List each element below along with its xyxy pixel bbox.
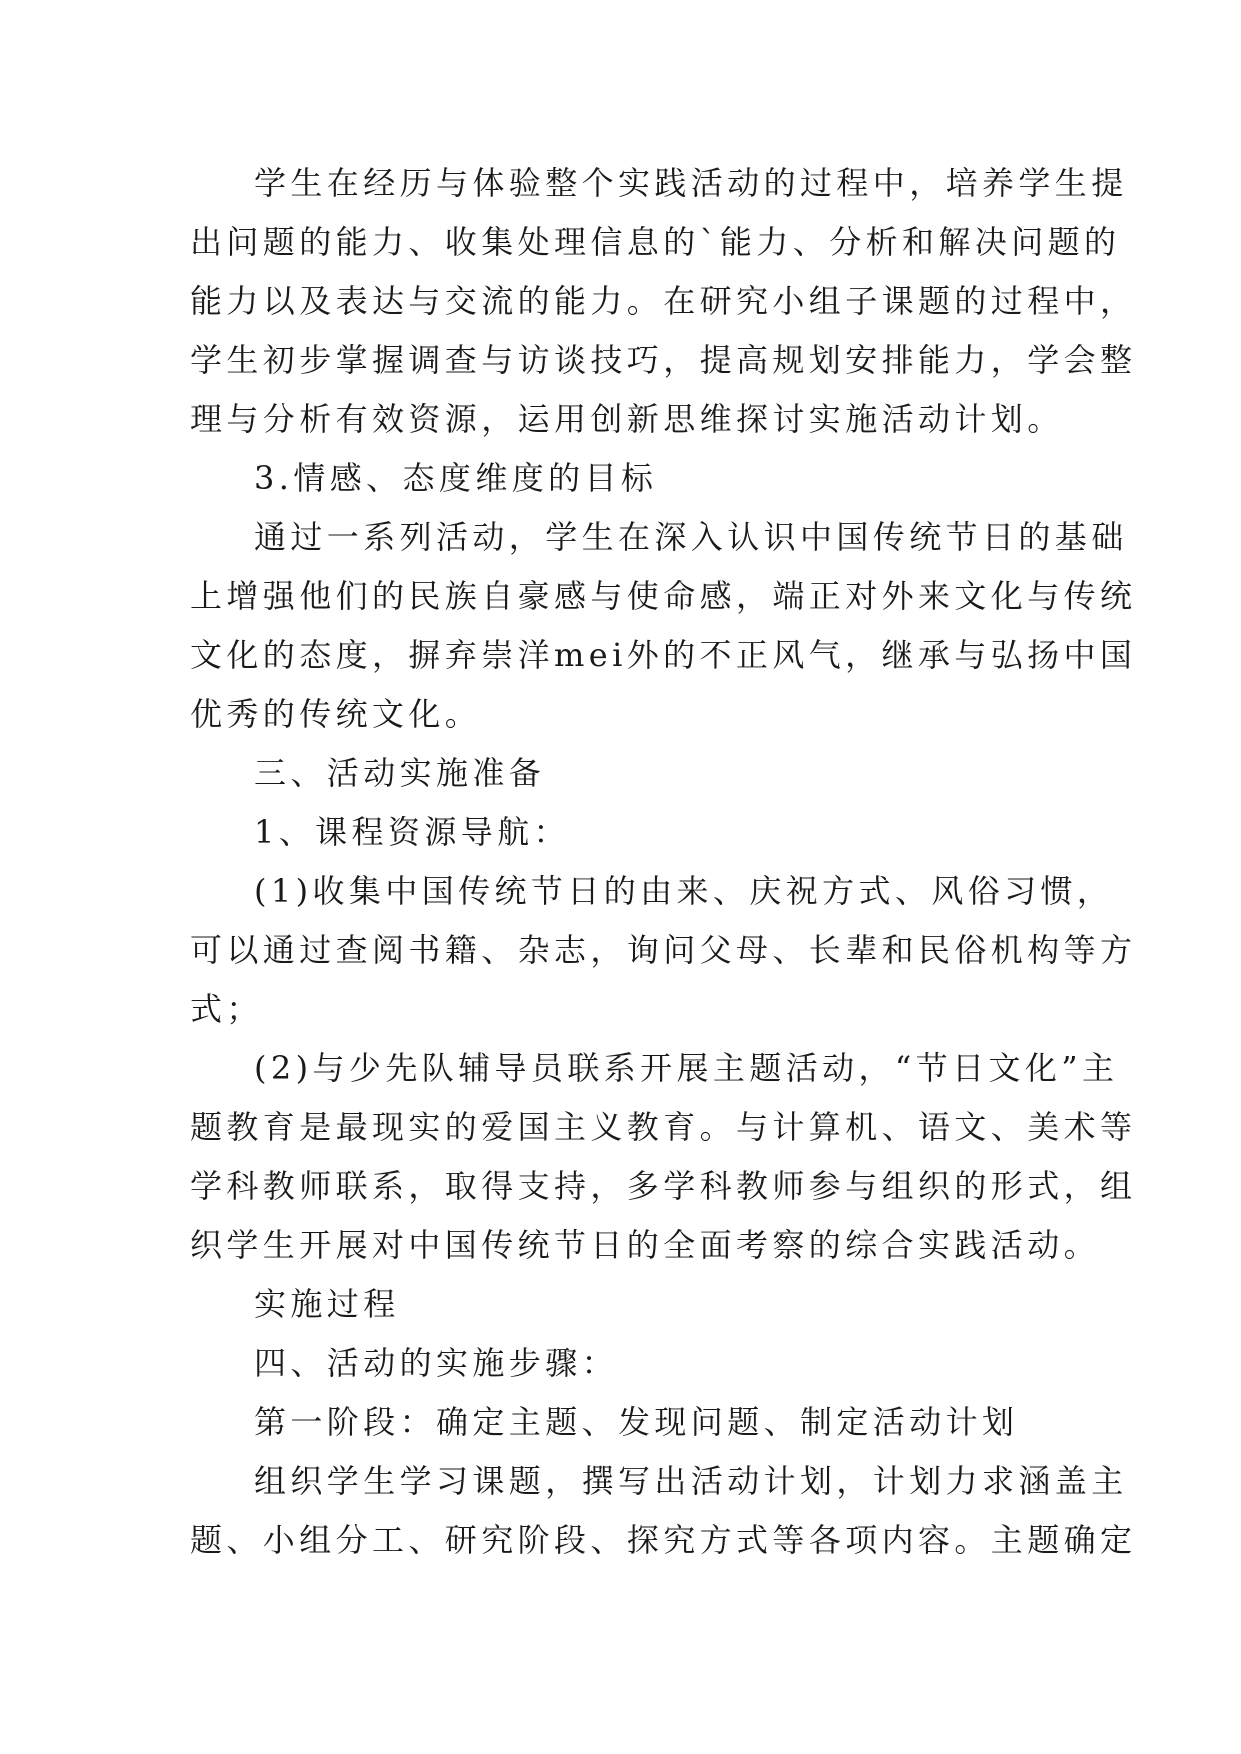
- section-heading: 3.情感、态度维度的目标: [254, 459, 658, 497]
- paragraph-line: 理与分析有效资源，运用创新思维探讨实施活动计划。: [190, 400, 1064, 438]
- section-heading: 实施过程: [254, 1285, 400, 1323]
- paragraph-line: (1)收集中国传统节日的由来、庆祝方式、风俗习惯，: [254, 872, 1114, 910]
- section-heading: 1、课程资源导航：: [254, 813, 570, 851]
- paragraph-line: 能力以及表达与交流的能力。在研究小组子课题的过程中，: [190, 282, 1137, 320]
- paragraph-line: 上增强他们的民族自豪感与使命感，端正对外来文化与传统: [190, 577, 1137, 615]
- paragraph-line: 出问题的能力、收集处理信息的`能力、分析和解决问题的: [190, 223, 1121, 261]
- paragraph-line: 题教育是最现实的爱国主义教育。与计算机、语文、美术等: [190, 1108, 1137, 1146]
- paragraph-line: 可以通过查阅书籍、杂志，询问父母、长辈和民俗机构等方: [190, 931, 1137, 969]
- paragraph-line: 优秀的传统文化。: [190, 695, 482, 733]
- paragraph-line: 式；: [190, 990, 263, 1028]
- paragraph-line: 织学生开展对中国传统节日的全面考察的综合实践活动。: [190, 1226, 1101, 1264]
- paragraph-line: 文化的态度，摒弃崇洋mei外的不正风气，继承与弘扬中国: [190, 636, 1137, 674]
- paragraph-line: 组织学生学习课题，撰写出活动计划，计划力求涵盖主: [254, 1462, 1128, 1500]
- section-heading: 四、活动的实施步骤：: [254, 1344, 619, 1382]
- paragraph-line: 题、小组分工、研究阶段、探究方式等各项内容。主题确定: [190, 1521, 1137, 1559]
- section-heading: 第一阶段：确定主题、发现问题、制定活动计划: [254, 1403, 1019, 1441]
- section-heading: 三、活动实施准备: [254, 754, 546, 792]
- paragraph-line: 通过一系列活动，学生在深入认识中国传统节日的基础: [254, 518, 1128, 556]
- paragraph-line: 学科教师联系，取得支持，多学科教师参与组织的形式，组: [190, 1167, 1137, 1205]
- paragraph-line: 学生在经历与体验整个实践活动的过程中，培养学生提: [254, 164, 1128, 202]
- paragraph-line: (2)与少先队辅导员联系开展主题活动，“节日文化”主: [254, 1049, 1119, 1087]
- paragraph-line: 学生初步掌握调查与访谈技巧，提高规划安排能力，学会整: [190, 341, 1137, 379]
